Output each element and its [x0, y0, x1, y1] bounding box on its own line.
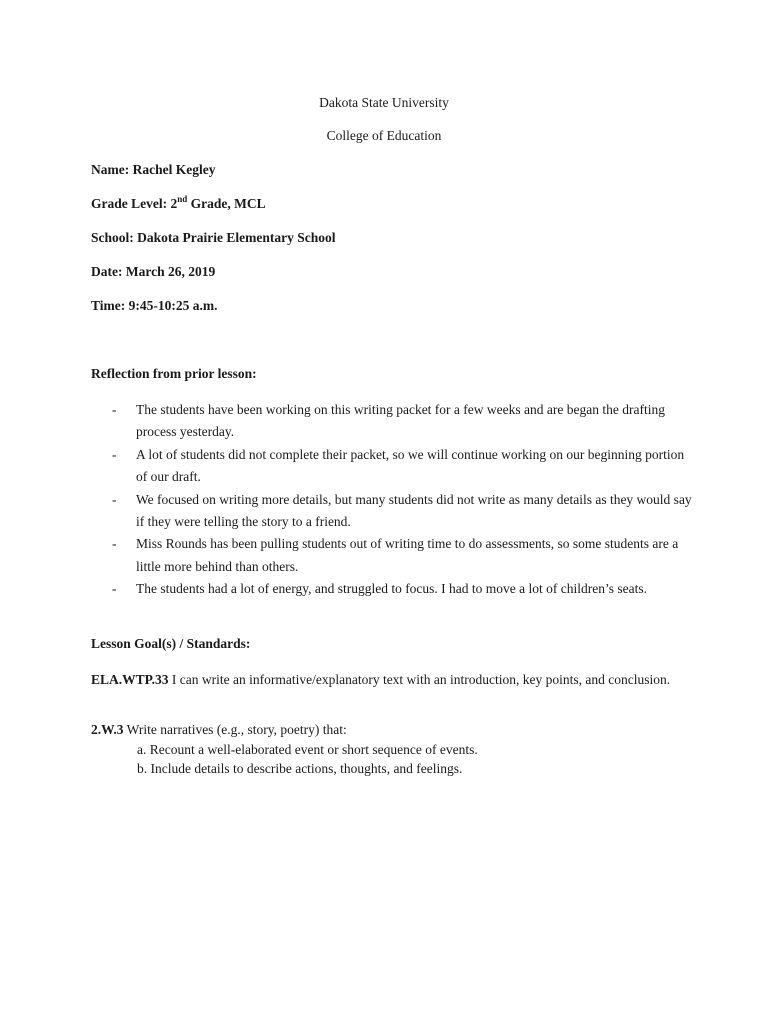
list-item [112, 533, 692, 578]
grade-label: Grade Level: [91, 196, 168, 211]
list-item-text: We focused on writing more details, but many students did not write as many details as they would say if they were telling the story to a friend. [136, 491, 692, 530]
bullet-dash: - [112, 402, 117, 417]
standard-ela [91, 671, 681, 689]
name-label: Name: [91, 162, 130, 177]
standard-sub-items [137, 740, 478, 778]
goals-heading: Lesson Goal(s) / Standards: [91, 636, 251, 651]
sub-item: b. Include details to describe actions, thoughts, and feelings. [137, 761, 463, 776]
list-item [112, 489, 692, 534]
grade-suffix: nd [177, 193, 188, 204]
bullet-dash: - [112, 536, 117, 552]
name-line [91, 162, 215, 178]
bullet-dash: - [112, 491, 117, 507]
time-label: Time: [91, 298, 126, 313]
list-item [112, 399, 692, 444]
bullet-dash: - [112, 446, 117, 462]
date-label: Date: [91, 264, 123, 279]
reflection-list [112, 399, 692, 601]
reflection-heading: Reflection from prior lesson: [91, 366, 257, 381]
sub-item: a. Recount a well-elaborated event or short sequence of events. [137, 742, 478, 757]
time-value: 9:45-10:25 a.m. [128, 298, 218, 313]
standard-writing [91, 721, 681, 739]
date-line [91, 264, 215, 280]
list-item [112, 578, 692, 600]
school-label: School: [91, 230, 134, 245]
date-value: March 26, 2019 [125, 264, 216, 279]
standard-text: I can write an informative/explanatory text with an introduction, key points, and conclusion. [168, 672, 671, 687]
list-item-text: The students had a lot of energy, and struggled to focus. I had to move a lot of children’s seats. [136, 581, 648, 597]
list-item-text: A lot of students did not complete their packet, so we will continue working on our beginning portion of our draft. [136, 446, 685, 485]
time-line [91, 298, 217, 314]
standard-code: ELA.WTP.33 [91, 672, 169, 687]
grade-rest: Grade, MCL [190, 196, 266, 211]
list-item-text: Miss Rounds has been pulling students out of writing time to do assessments, so some students are a little more behind than others. [136, 536, 679, 574]
standard-code: 2.W.3 [91, 722, 124, 737]
college-title: College of Education [326, 128, 442, 143]
grade-number: 2 [170, 196, 178, 211]
name-value: Rachel Kegley [132, 162, 216, 177]
university-title: Dakota State University [319, 95, 449, 110]
list-item-text: The students have been working on this writing packet for a few weeks and are began the drafting process yesterday. [136, 402, 665, 440]
bullet-dash: - [112, 581, 117, 597]
school-line [91, 230, 335, 246]
grade-line [91, 193, 266, 212]
standard-text: Write narratives (e.g., story, poetry) that: [123, 722, 347, 737]
school-value: Dakota Prairie Elementary School [137, 230, 336, 245]
list-item [112, 444, 692, 489]
